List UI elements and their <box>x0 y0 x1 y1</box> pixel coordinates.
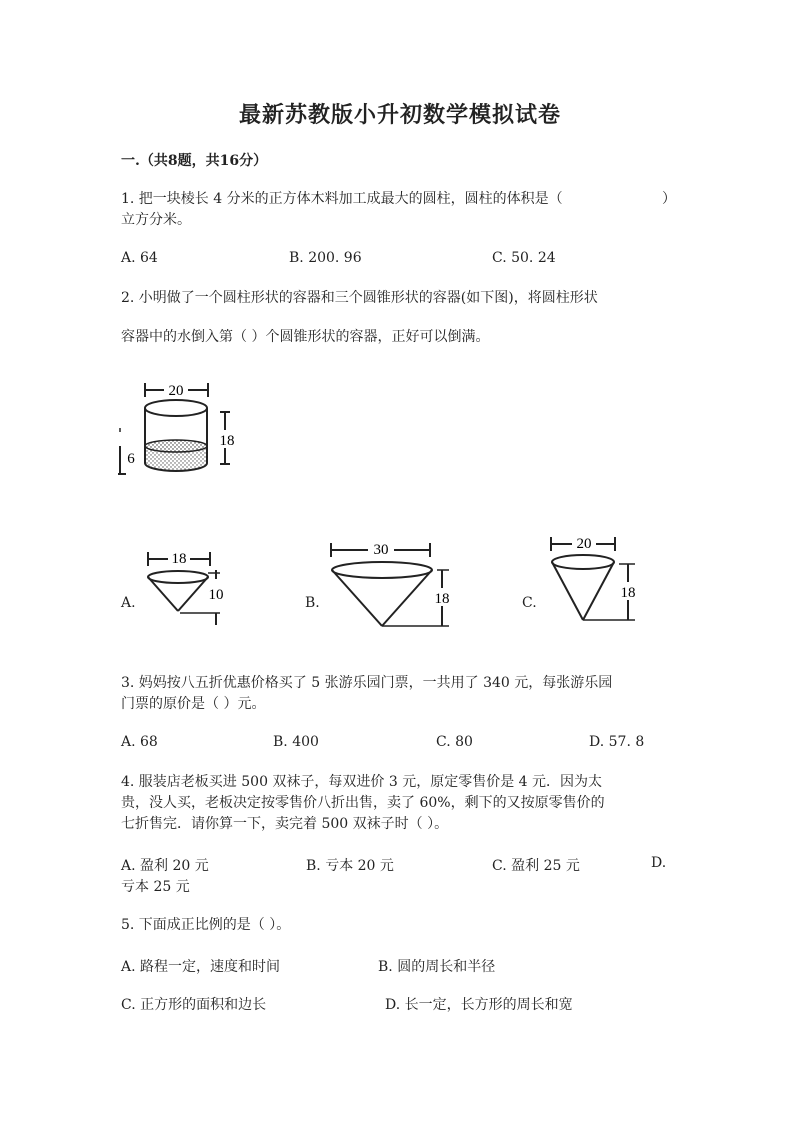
question-1-line-2: 立方分米。 <box>121 212 191 228</box>
question-5-option-d: D. 长一定，长方形的周长和宽 <box>385 997 573 1013</box>
section-header: 一.（共8题，共16分） <box>121 153 268 169</box>
cylinder-top <box>145 400 207 416</box>
cone-b-label: B. <box>305 595 320 611</box>
cone-b-height-label: 18 <box>434 591 450 607</box>
question-1-option-c: C. 50. 24 <box>492 250 556 266</box>
water-height-label: 6 <box>127 451 135 467</box>
question-2-line-2: 容器中的水倒入第（ ）个圆锥形状的容器，正好可以倒满。 <box>121 329 490 345</box>
question-5-option-a: A. 路程一定，速度和时间 <box>121 959 281 975</box>
page-title: 最新苏教版小升初数学模拟试卷 <box>238 102 561 128</box>
question-4-option-b: B. 亏本 20 元 <box>306 858 394 874</box>
cone-a-height-label: 10 <box>208 587 224 603</box>
cylinder-figure <box>118 378 238 483</box>
cone-a-figure <box>140 545 240 630</box>
water-surface <box>145 440 207 452</box>
question-1-option-b: B. 200. 96 <box>289 250 362 266</box>
cone-a-width-label: 18 <box>171 551 187 567</box>
question-4-option-d-text: 亏本 25 元 <box>121 879 190 895</box>
cone-c-label: C. <box>522 595 537 611</box>
question-5-option-b: B. 圆的周长和半径 <box>378 959 496 975</box>
cylinder-width-label: 20 <box>168 383 184 399</box>
question-3-option-a: A. 68 <box>121 734 158 750</box>
cone-a-label: A. <box>121 595 136 611</box>
cone-b-figure <box>325 538 455 633</box>
cone-c-height-label: 18 <box>620 585 636 601</box>
question-5-line-1: 5. 下面成正比例的是（ ）。 <box>121 917 291 933</box>
question-4-line-1: 4. 服装店老板买进 500 双袜子，每双进价 3 元，原定零售价是 4 元．因为太 <box>121 774 603 790</box>
question-4-line-3: 七折售完．请你算一下，卖完着 500 双袜子时（ ）。 <box>121 816 449 832</box>
question-1-paren-close: ） <box>662 191 676 207</box>
question-5-option-c: C. 正方形的面积和边长 <box>121 997 267 1013</box>
question-4-option-d: D. <box>651 855 667 871</box>
question-1-option-a: A. 64 <box>121 250 158 266</box>
cone-c-width-label: 20 <box>576 536 592 552</box>
question-3-line-1: 3. 妈妈按八五折优惠价格买了 5 张游乐园门票，一共用了 340 元，每张游乐园 <box>121 675 613 691</box>
question-4-option-a: A. 盈利 20 元 <box>121 858 209 874</box>
question-3-option-b: B. 400 <box>273 734 319 750</box>
question-3-option-c: C. 80 <box>436 734 473 750</box>
cylinder-height-label: 18 <box>219 433 235 449</box>
question-3-option-d: D. 57. 8 <box>589 734 645 750</box>
cone-b-width-label: 30 <box>373 542 389 558</box>
question-1-line-1: 1. 把一块棱长 4 分米的正方体木料加工成最大的圆柱，圆柱的体积是（ <box>121 191 563 207</box>
question-4-line-2: 贵，没人买，老板决定按零售价八折出售，卖了 60%，剩下的又按原零售价的 <box>121 795 605 811</box>
question-4-option-c: C. 盈利 25 元 <box>492 858 580 874</box>
cone-c-figure <box>543 532 643 627</box>
question-3-line-2: 门票的原价是（ ）元。 <box>121 696 266 712</box>
question-2-line-1: 2. 小明做了一个圆柱形状的容器和三个圆锥形状的容器(如下图)，将圆柱形状 <box>121 290 598 306</box>
